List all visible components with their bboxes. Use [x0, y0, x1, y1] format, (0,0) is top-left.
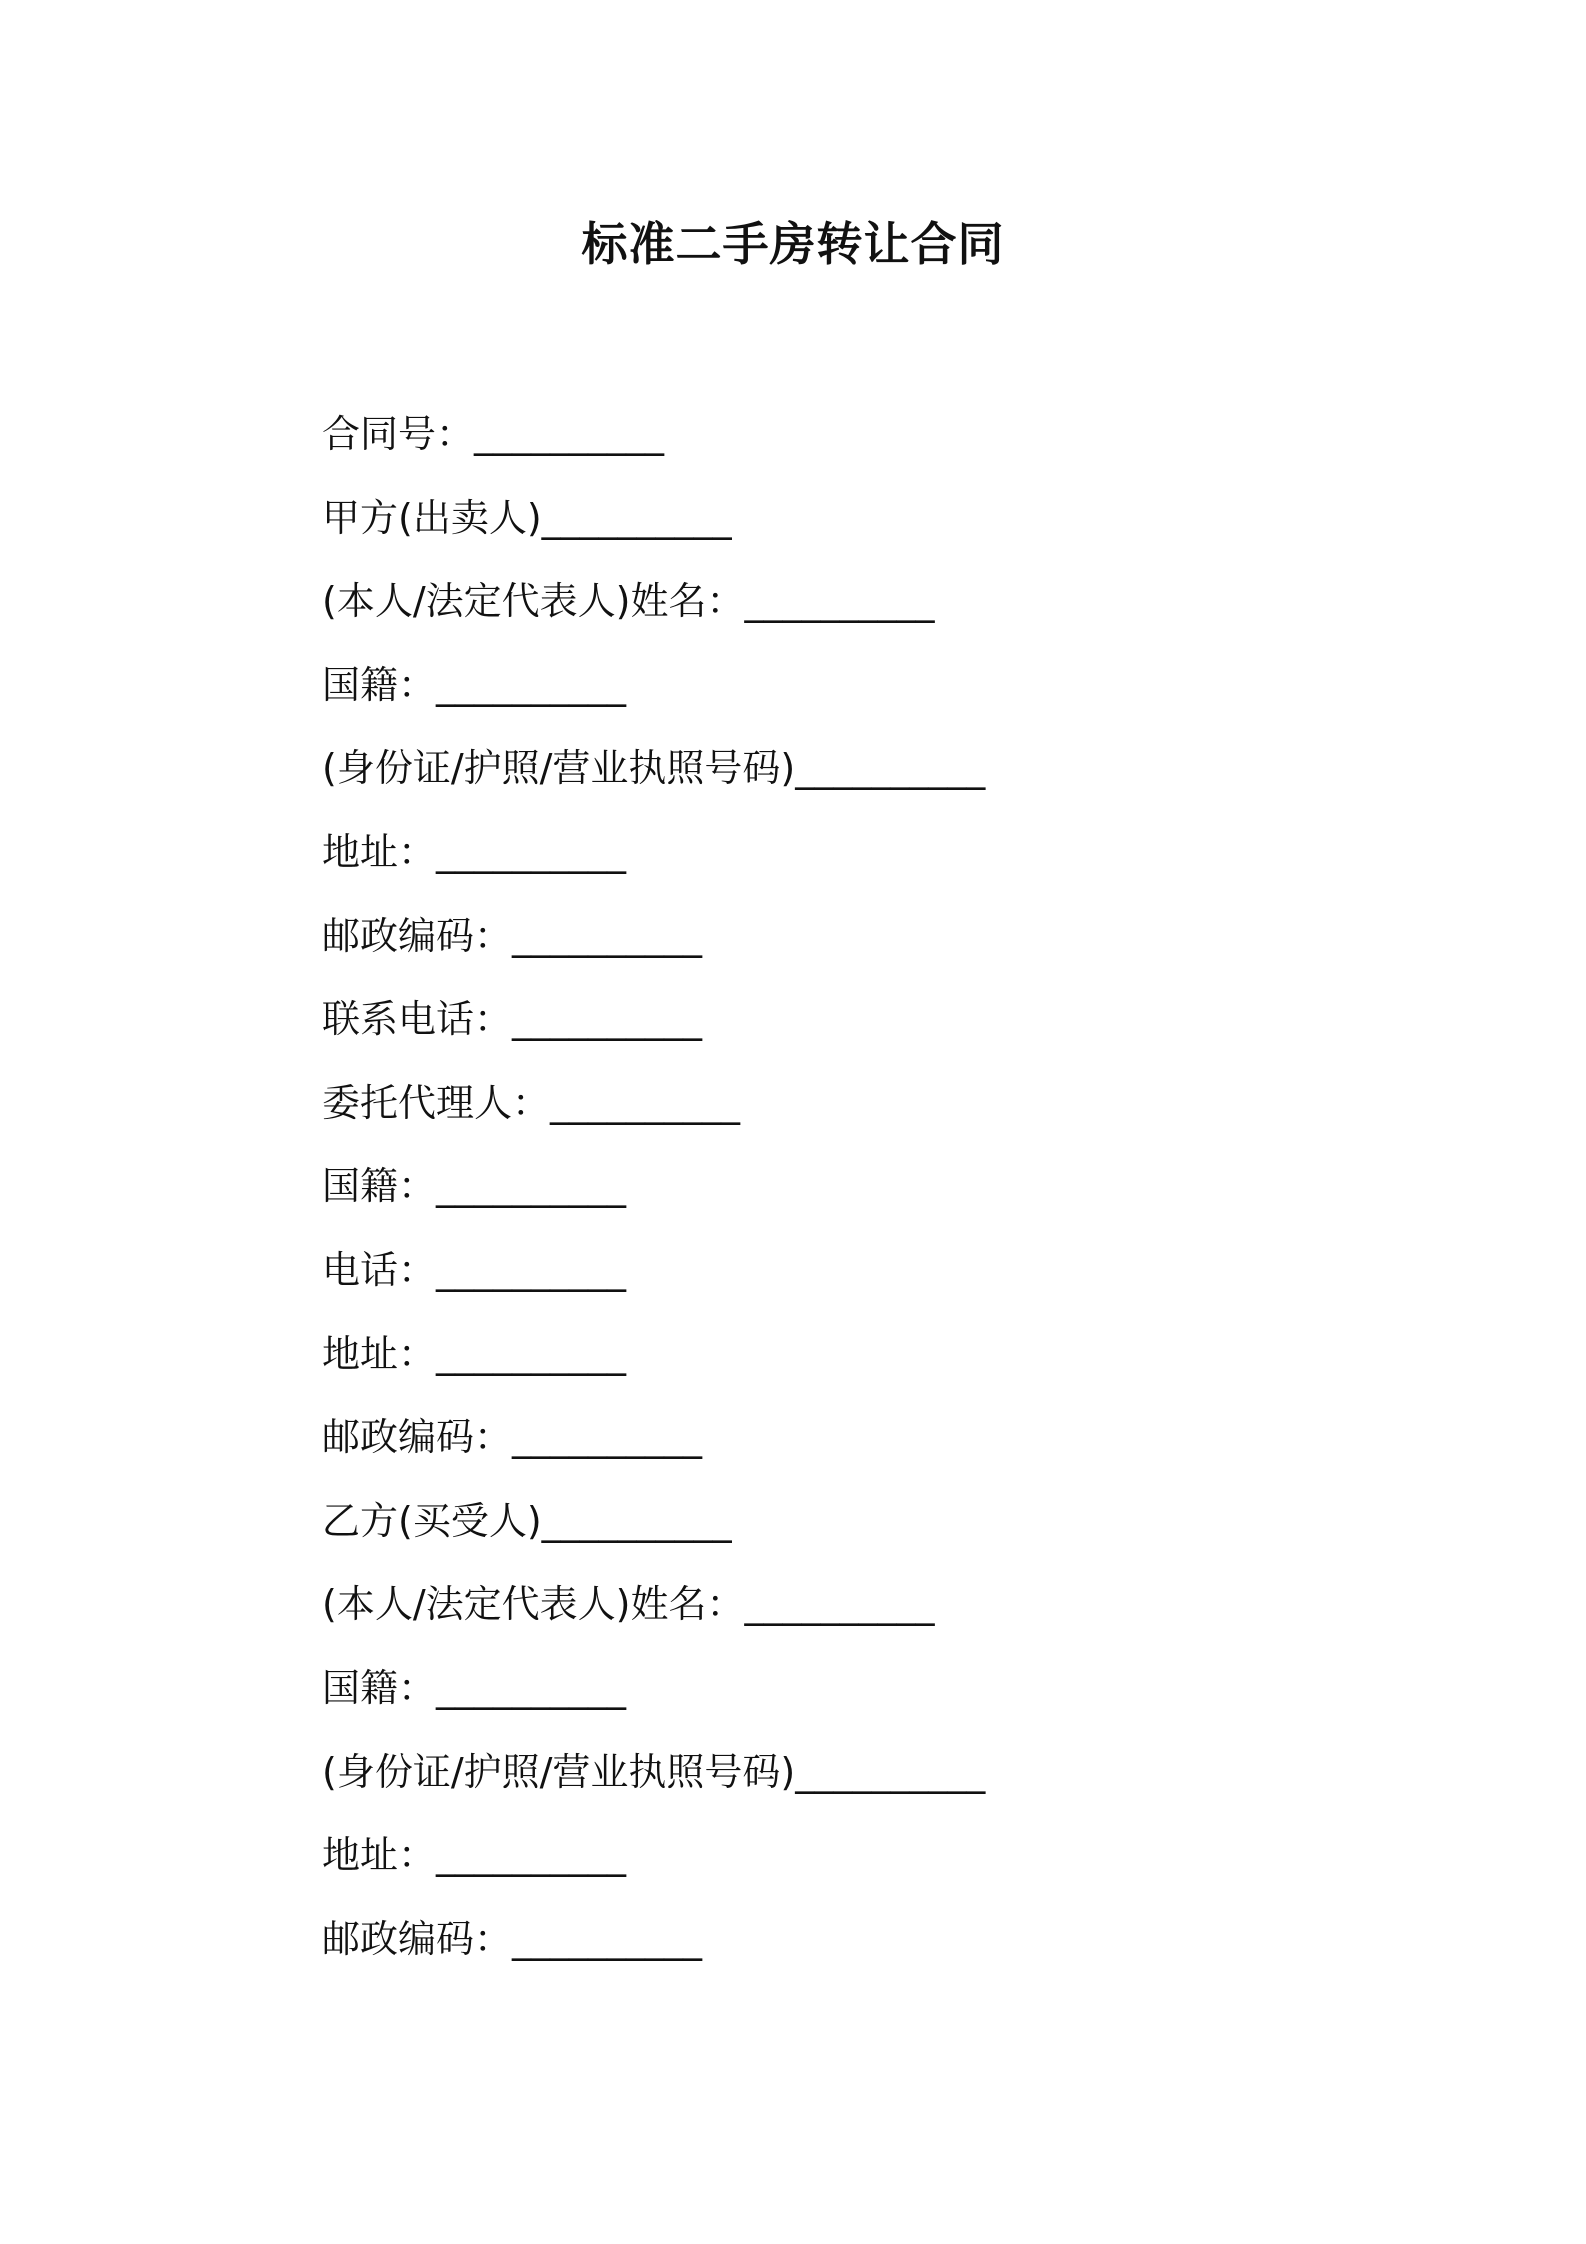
party-a-nationality-line: 国籍：__________ — [322, 662, 627, 707]
party-b-nationality-line: 国籍：__________ — [322, 1665, 627, 1710]
party-a-id-line: (身份证/护照/营业执照号码)__________ — [322, 746, 986, 791]
document-title: 标准二手房转让合同 — [581, 217, 1005, 271]
party-b-name-line: (本人/法定代表人)姓名：__________ — [322, 1582, 935, 1627]
agent-nationality-line: 国籍：__________ — [322, 1164, 627, 1209]
party-a-agent-line: 委托代理人：__________ — [322, 1080, 741, 1125]
party-b-postal-code-line: 邮政编码：__________ — [322, 1916, 703, 1961]
party-a-phone-line: 联系电话：__________ — [322, 997, 703, 1042]
party-b-address-line: 地址：__________ — [322, 1833, 627, 1878]
party-a-postal-code-line: 邮政编码：__________ — [322, 913, 703, 958]
party-a-name-line: (本人/法定代表人)姓名：__________ — [322, 579, 935, 624]
agent-postal-code-line: 邮政编码：__________ — [322, 1415, 703, 1460]
party-b-buyer-line: 乙方(买受人)__________ — [322, 1498, 732, 1543]
contract-number-line: 合同号：__________ — [322, 412, 665, 456]
party-b-id-line: (身份证/护照/营业执照号码)__________ — [322, 1749, 986, 1794]
party-a-seller-line: 甲方(出卖人)__________ — [322, 495, 732, 540]
contract-fields — [322, 402, 1422, 1990]
agent-address-line: 地址：__________ — [322, 1331, 627, 1376]
party-a-address-line: 地址：__________ — [322, 829, 627, 874]
agent-phone-line: 电话：__________ — [322, 1247, 627, 1292]
